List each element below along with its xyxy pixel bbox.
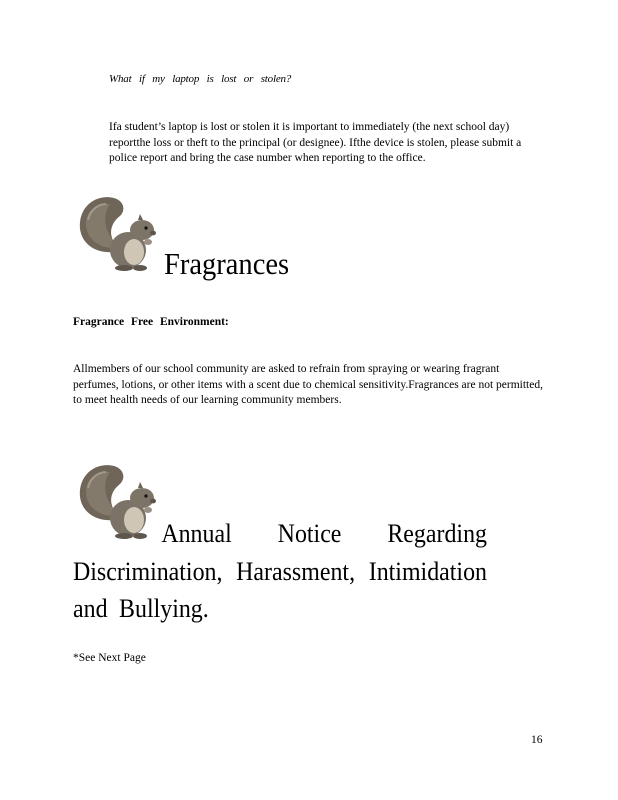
see-next-page-note: *See Next Page: [73, 652, 146, 664]
fragrances-title: Fragrances: [164, 246, 290, 281]
laptop-lost-paragraph: Ifa student’s laptop is lost or stolen it is important to immediately (the next school day) reportthe loss or theft to the principal (or designee). Ifthe device is stolen, please submit a police report and bring the case number when reporting to the office.: [109, 121, 522, 164]
fragrance-free-subheading: Fragrance Free Environment:: [73, 316, 229, 328]
squirrel-icon: [74, 192, 166, 274]
page-number: 16: [531, 734, 543, 746]
annual-notice-title: Annual Notice Regarding Discrimination, Harassment, Intimidation and Bullying.: [73, 519, 487, 623]
laptop-question-heading: What if my laptop is lost or stolen?: [109, 73, 292, 85]
fragrance-paragraph: Allmembers of our school community are asked to refrain from spraying or wearing fragrant perfumes, lotions, or other items with a scent due to chemical sensitivity.Fragrances are not permitted, to meet health needs of our learning community members.: [73, 363, 543, 406]
